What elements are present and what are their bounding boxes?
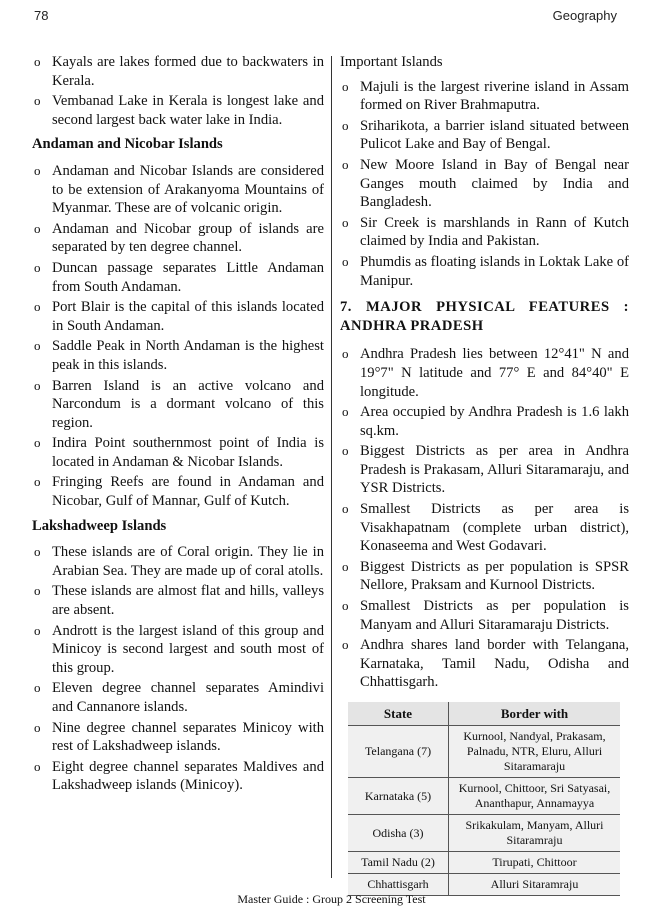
- state-cell: Chhattisgarh: [348, 874, 449, 896]
- right-column: [340, 53, 629, 896]
- state-cell: Odisha (3): [348, 815, 449, 852]
- border-table: [348, 702, 620, 896]
- bullet-item: o Barren Island is an active volcano and Narcondum is a dormant volcano of this region.: [32, 377, 324, 433]
- table-row: [348, 778, 620, 815]
- bullet-item: o Duncan passage separates Little Andaman from South Andaman.: [32, 259, 324, 296]
- bullet-item: o Sir Creek is marshlands in Rann of Kutch claimed by India and Pakistan.: [340, 214, 629, 251]
- state-cell: Tamil Nadu (2): [348, 852, 449, 874]
- bullet-item: o Andrott is the largest island of this group and Minicoy is second largest and south most of this group.: [32, 622, 324, 678]
- state-cell: Karnataka (5): [348, 778, 449, 815]
- kayals-list: [32, 53, 324, 129]
- border-districts-cell: Tirupati, Chittoor: [449, 852, 621, 874]
- bullet-item: o Area occupied by Andhra Pradesh is 1.6 lakh sq.km.: [340, 403, 629, 440]
- bullet-item: o Majuli is the largest riverine island in Assam formed on River Brahmaputra.: [340, 78, 629, 115]
- border-districts-cell: Alluri Sitaramraju: [449, 874, 621, 896]
- bullet-item: o Port Blair is the capital of this islands located in South Andaman.: [32, 298, 324, 335]
- bullet-item: o New Moore Island in Bay of Bengal near Ganges mouth claimed by India and Bangladesh.: [340, 156, 629, 212]
- section-heading: 7. MAJOR PHYSICAL FEATURES : ANDHRA PRADESH: [340, 299, 629, 334]
- state-cell: Telangana (7): [348, 726, 449, 778]
- left-column: [32, 53, 324, 797]
- table-row: [348, 815, 620, 852]
- page-number: 78: [34, 8, 49, 23]
- border-districts-cell: Kurnool, Nandyal, Prakasam, Palnadu, NTR, Eluru, Alluri Sitaramaraju: [449, 726, 621, 778]
- bullet-item: o Indira Point southernmost point of India is located in Andaman & Nicobar Islands.: [32, 434, 324, 471]
- islands-list: [340, 78, 629, 291]
- lakshadweep-heading: Lakshadweep Islands: [32, 517, 167, 534]
- bullet-item: o Nine degree channel separates Minicoy with rest of Lakshadweep islands.: [32, 719, 324, 756]
- bullet-item: o Vembanad Lake in Kerala is longest lake and second largest back water lake in India.: [32, 92, 324, 129]
- table-header: State: [348, 702, 449, 726]
- table-header: Border with: [449, 702, 621, 726]
- bullet-item: o Andhra Pradesh lies between 12°41" N and 19°7" N latitude and 77° E and 84°40" E longitude.: [340, 345, 629, 401]
- islands-heading: Important Islands: [340, 54, 443, 70]
- bullet-item: o Eight degree channel separates Maldives and Lakshadweep islands (Minicoy).: [32, 758, 324, 795]
- bullet-item: o Saddle Peak in North Andaman is the highest peak in this islands.: [32, 337, 324, 374]
- table-row: [348, 852, 620, 874]
- page-footer: Master Guide : Group 2 Screening Test: [237, 892, 426, 906]
- bullet-item: o Eleven degree channel separates Amindivi and Cannanore islands.: [32, 679, 324, 716]
- bullet-item: o Biggest Districts as per area in Andhra Pradesh is Prakasam, Alluri Sitaramaraju, and YSR Districts.: [340, 442, 629, 498]
- bullet-item: o Smallest Districts as per population is Manyam and Alluri Sitaramaraju Districts.: [340, 597, 629, 634]
- andaman-heading: Andaman and Nicobar Islands: [32, 136, 223, 153]
- lakshadweep-list: [32, 543, 324, 795]
- border-districts-cell: Kurnool, Chittoor, Sri Satyasai, Ananthapur, Annamayya: [449, 778, 621, 815]
- bullet-item: o Andhra shares land border with Telangana, Karnataka, Tamil Nadu, Odisha and Chhattisgarh.: [340, 636, 629, 692]
- bullet-item: o Phumdis as floating islands in Loktak Lake of Manipur.: [340, 253, 629, 290]
- bullet-item: o Fringing Reefs are found in Andaman and Nicobar, Gulf of Mannar, Gulf of Kutch.: [32, 473, 324, 510]
- bullet-item: o Sriharikota, a barrier island situated between Pulicot Lake and Bay of Bengal.: [340, 117, 629, 154]
- bullet-item: o Andaman and Nicobar Islands are considered to be extension of Arakanyoma Mountains of Myanmar. These are of volcanic origin.: [32, 162, 324, 218]
- bullet-item: o Kayals are lakes formed due to backwaters in Kerala.: [32, 53, 324, 90]
- column-divider: [331, 56, 332, 878]
- bullet-item: o These islands are almost flat and hills, valleys are absent.: [32, 582, 324, 619]
- running-header: Geography: [552, 8, 617, 23]
- andhra-list: [340, 345, 629, 692]
- bullet-item: o Andaman and Nicobar group of islands are separated by ten degree channel.: [32, 220, 324, 257]
- bullet-item: o These islands are of Coral origin. They lie in Arabian Sea. They are made up of coral atolls.: [32, 543, 324, 580]
- table-row: [348, 726, 620, 778]
- andaman-list: [32, 162, 324, 511]
- bullet-item: o Smallest Districts as per area is Visakhapatnam (complete urban district), Konaseema and West Godavari.: [340, 500, 629, 556]
- border-districts-cell: Srikakulam, Manyam, Alluri Sitaramraju: [449, 815, 621, 852]
- bullet-item: o Biggest Districts as per population is SPSR Nellore, Praksam and Kurnool Districts.: [340, 558, 629, 595]
